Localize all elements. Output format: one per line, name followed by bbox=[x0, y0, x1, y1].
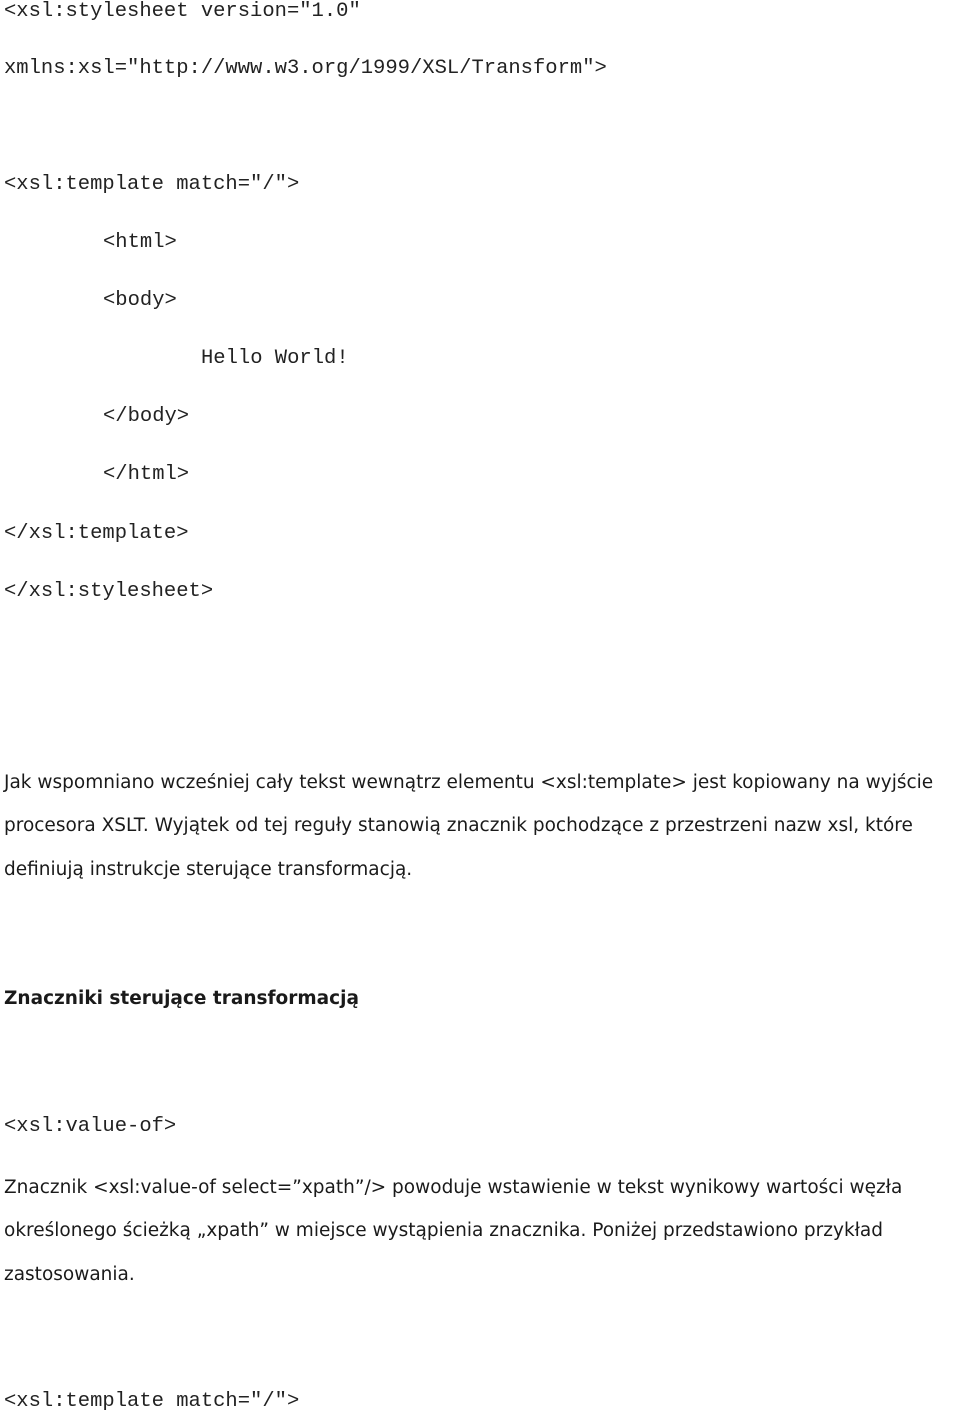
code-line: <xsl:template match="/"> bbox=[4, 173, 300, 196]
section-heading: Znaczniki sterujące transformacją bbox=[4, 988, 359, 1009]
code-line: </xsl:stylesheet> bbox=[4, 580, 214, 603]
code-line: xmlns:xsl="http://www.w3.org/1999/XSL/Transform"> bbox=[4, 57, 607, 80]
code-line: </xsl:template> bbox=[4, 522, 189, 545]
paragraph-line: procesora XSLT. Wyjątek od tej reguły stanowią znacznik pochodzące z przestrzeni nazw xsl, które bbox=[4, 815, 913, 836]
code-line: <body> bbox=[103, 289, 177, 312]
code-line: <xsl:template match="/"> bbox=[4, 1390, 300, 1413]
code-line: Hello World! bbox=[201, 347, 349, 370]
paragraph-line: Jak wspomniano wcześniej cały tekst wewnątrz elementu <xsl:template> jest kopiowany na wyjście bbox=[4, 772, 934, 793]
paragraph-line: Znacznik <xsl:value-of select=”xpath”/> powoduje wstawienie w tekst wynikowy wartości węzła bbox=[4, 1177, 903, 1198]
code-heading: <xsl:value-of> bbox=[4, 1115, 177, 1138]
paragraph-line: zastosowania. bbox=[4, 1264, 135, 1285]
code-line: </body> bbox=[103, 405, 190, 428]
paragraph-line: definiują instrukcje sterujące transformacją. bbox=[4, 859, 413, 880]
code-line: <html> bbox=[103, 231, 177, 254]
code-line: <xsl:stylesheet version="1.0" bbox=[4, 0, 361, 23]
paragraph-line: określonego ścieżką „xpath” w miejsce wystąpienia znacznika. Poniżej przedstawiono przykład bbox=[4, 1220, 883, 1241]
code-line: </html> bbox=[103, 463, 190, 486]
